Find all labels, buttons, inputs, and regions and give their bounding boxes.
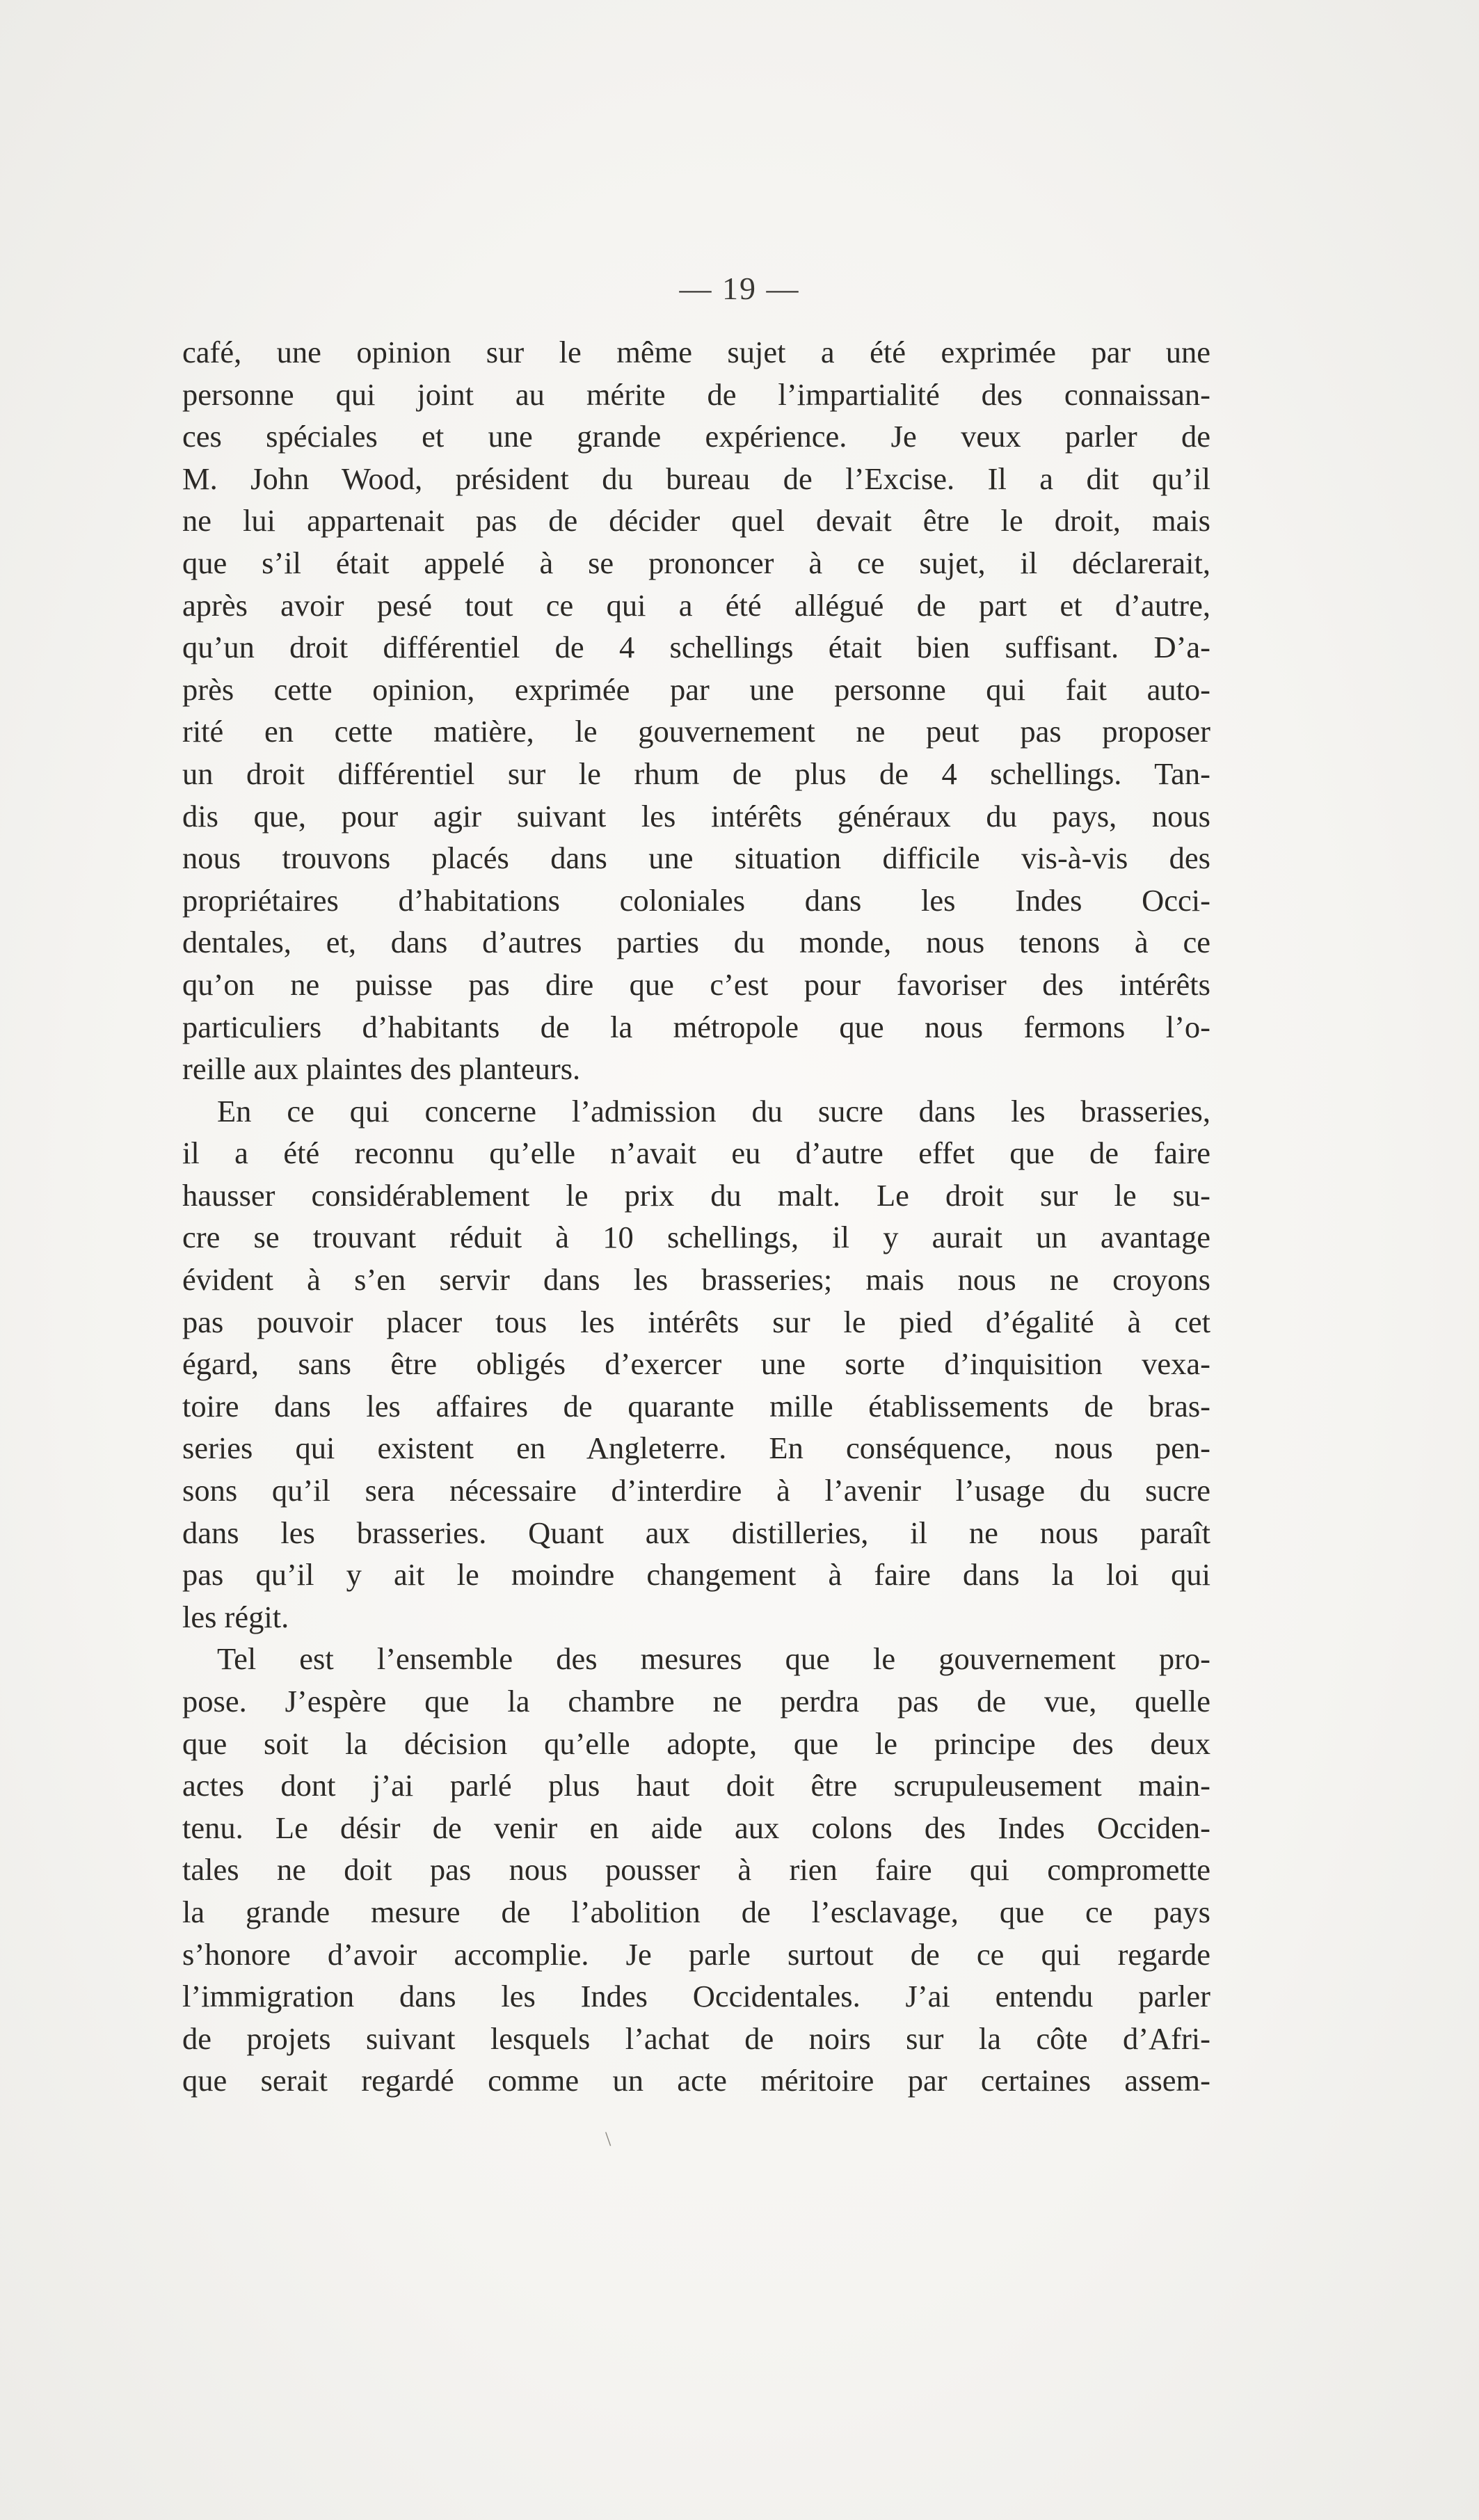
text-line: dans les brasseries. Quant aux distilleries, il ne nous paraît xyxy=(182,1515,1210,1550)
text-line: pas qu’il y ait le moindre changement à faire dans la loi qui xyxy=(182,1557,1210,1593)
text-line: pas pouvoir placer tous les intérêts sur le pied d’égalité à cet xyxy=(182,1304,1210,1339)
text-line: actes dont j’ai parlé plus haut doit être scrupuleusement main- xyxy=(182,1768,1210,1803)
text-line: tenu. Le désir de venir en aide aux colons des Indes Occiden- xyxy=(182,1810,1210,1845)
text-line: l’immigration dans les Indes Occidentales. J’ai entendu parler xyxy=(182,1979,1210,2014)
page-number: — 19 — xyxy=(679,271,800,306)
text-line: particuliers d’habitants de la métropole que nous fermons l’o- xyxy=(182,1009,1210,1044)
text-line: rité en cette matière, le gouvernement ne peut pas proposer xyxy=(182,714,1210,749)
text-line: personne qui joint au mérite de l’impartialité des connaissan- xyxy=(182,376,1210,412)
text-line: il a été reconnu qu’elle n’avait eu d’autre effet que de faire xyxy=(182,1135,1210,1171)
text-line: sons qu’il sera nécessaire d’interdire à l’avenir l’usage du sucre xyxy=(182,1473,1210,1508)
text-line: Tel est l’ensemble des mesures que le gouvernement pro- xyxy=(217,1641,1210,1677)
text-line: ces spéciales et une grande expérience. Je veux parler de xyxy=(182,419,1210,454)
body-text xyxy=(182,331,1210,2102)
text-line: que serait regardé comme un acte méritoire par certaines assem- xyxy=(182,2063,1210,2098)
text-line: près cette opinion, exprimée par une personne qui fait auto- xyxy=(182,671,1210,707)
text-line: tales ne doit pas nous pousser à rien faire qui compromette xyxy=(182,1852,1210,1888)
stray-mark: \ xyxy=(605,2128,611,2151)
text-line: évident à s’en servir dans les brasseries; mais nous ne croyons xyxy=(182,1262,1210,1298)
text-line: qu’un droit différentiel de 4 schellings était bien suffisant. D’a- xyxy=(182,630,1210,665)
text-line: s’honore d’avoir accomplie. Je parle surtout de ce qui regarde xyxy=(182,1936,1210,1972)
text-line: dentales, et, dans d’autres parties du monde, nous tenons à ce xyxy=(182,925,1210,960)
text-line: que s’il était appelé à se prononcer à ce sujet, il déclarerait, xyxy=(182,545,1210,580)
text-line: cre se trouvant réduit à 10 schellings, il y aurait un avantage xyxy=(182,1220,1210,1255)
text-line: après avoir pesé tout ce qui a été allégué de part et d’autre, xyxy=(182,587,1210,623)
text-line: ne lui appartenait pas de décider quel devait être le droit, mais xyxy=(182,503,1210,539)
text-line: nous trouvons placés dans une situation difficile vis-à-vis des xyxy=(182,840,1210,876)
text-line: la grande mesure de l’abolition de l’esclavage, que ce pays xyxy=(182,1894,1210,1929)
text-line: propriétaires d’habitations coloniales dans les Indes Occi- xyxy=(182,882,1210,918)
text-line: series qui existent en Angleterre. En conséquence, nous pen- xyxy=(182,1430,1210,1466)
text-line: les régit. xyxy=(182,1599,289,1634)
text-line: qu’on ne puisse pas dire que c’est pour favoriser des intérêts xyxy=(182,966,1210,1002)
text-line: un droit différentiel sur le rhum de plus de 4 schellings. Tan- xyxy=(182,756,1210,791)
text-line: M. John Wood, président du bureau de l’Excise. Il a dit qu’il xyxy=(182,461,1210,496)
text-line: pose. J’espère que la chambre ne perdra pas de vue, quelle xyxy=(182,1684,1210,1718)
text-line: hausser considérablement le prix du malt. Le droit sur le su- xyxy=(182,1177,1210,1213)
text-line: café, une opinion sur le même sujet a été exprimée par une xyxy=(182,335,1210,369)
text-line: dis que, pour agir suivant les intérêts généraux du pays, nous xyxy=(182,798,1210,834)
text-line: toire dans les affaires de quarante mille établissements de bras- xyxy=(182,1388,1210,1424)
text-line: de projets suivant lesquels l’achat de noirs sur la côte d’Afri- xyxy=(182,2020,1210,2056)
text-line: égard, sans être obligés d’exercer une sorte d’inquisition vexa- xyxy=(182,1346,1210,1382)
text-line: En ce qui concerne l’admission du sucre dans les brasseries, xyxy=(217,1093,1210,1129)
text-line: que soit la décision qu’elle adopte, que le principe des deux xyxy=(182,1725,1210,1761)
text-line: reille aux plaintes des planteurs. xyxy=(182,1051,581,1087)
